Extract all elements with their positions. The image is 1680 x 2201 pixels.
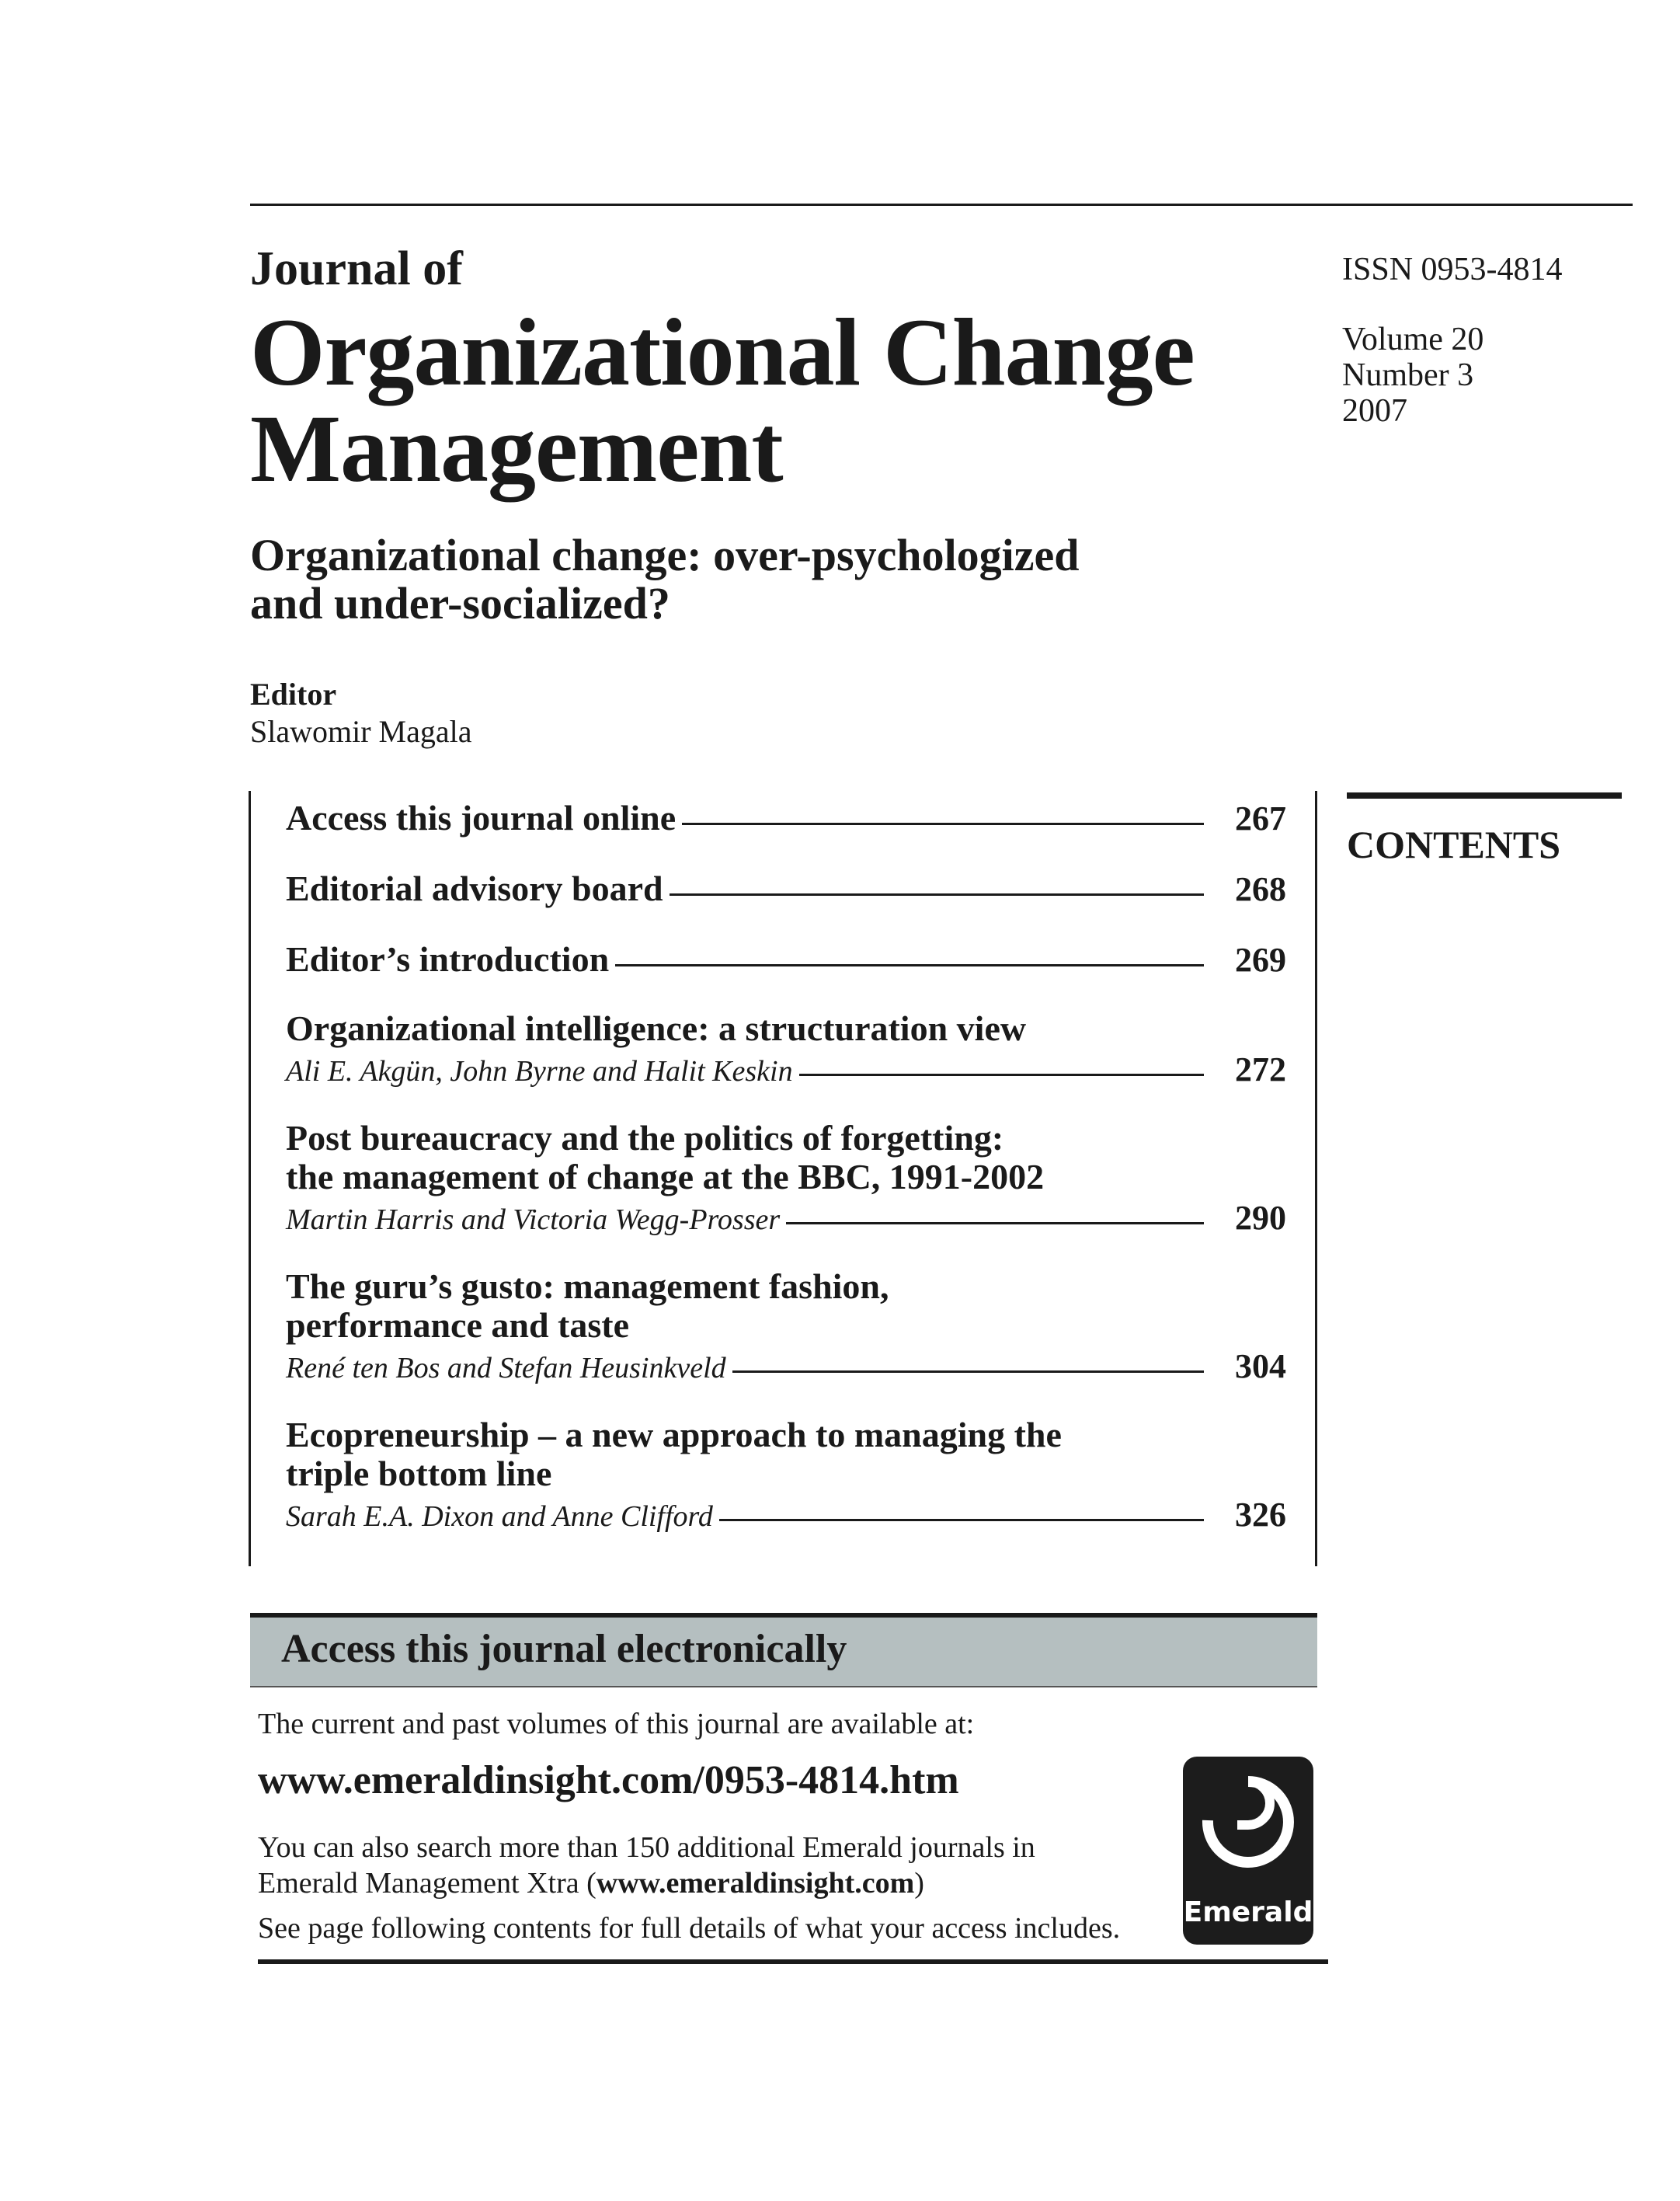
access-heading: Access this journal electronically (281, 1627, 847, 1671)
leader-line (682, 823, 1204, 825)
volume-info (1342, 322, 1483, 429)
toc-entry[interactable] (286, 868, 1286, 909)
toc-entry-page: 267 (1235, 799, 1286, 838)
emerald-logo-text: Emerald (1183, 1896, 1313, 1928)
year: 2007 (1342, 393, 1407, 429)
emerald-insight-link[interactable]: www.emeraldinsight.com (596, 1867, 915, 1900)
toc-entry-title-line2: the management of change at the BBC, 1991-2002 (286, 1157, 1045, 1196)
access-details-text: See page following contents for full details of what your access includes. (258, 1912, 1121, 1945)
top-rule (250, 204, 1633, 206)
toc-entry-title: Editorial advisory board (286, 869, 663, 908)
access-search-line2 (258, 1865, 1151, 1901)
access-bottom-rule (258, 1959, 1328, 1964)
editor-name: Slawomir Magala (250, 714, 472, 749)
volume: Volume 20 (1342, 322, 1484, 357)
toc-entry-title-line2: triple bottom line (286, 1454, 552, 1493)
access-search-suffix: ) (914, 1867, 924, 1900)
toc-entry[interactable] (286, 1267, 1286, 1386)
toc-entry-page: 304 (1235, 1347, 1286, 1385)
access-search-prefix: Emerald Management Xtra ( (258, 1867, 597, 1900)
leader-line (670, 893, 1204, 896)
journal-title-line1: Organizational Change (250, 299, 1195, 406)
issn: ISSN 0953-4814 (1342, 252, 1563, 287)
number: Number 3 (1342, 357, 1474, 393)
toc-right-rule (1315, 791, 1317, 1566)
toc-entry-title-line1: Ecopreneurship – a new approach to managing the (286, 1415, 1062, 1454)
editor-label: Editor (250, 677, 337, 712)
access-availability-text: The current and past volumes of this journal are available at: (258, 1708, 975, 1740)
toc-entry[interactable] (286, 1119, 1286, 1238)
toc-entry-title: Organizational intelligence: a structuration view (286, 1008, 1027, 1048)
toc-entry-page: 269 (1235, 941, 1286, 979)
leader-line (732, 1370, 1204, 1373)
toc-entry-page: 268 (1235, 870, 1286, 908)
leader-line (799, 1074, 1204, 1076)
journal-url-link[interactable]: www.emeraldinsight.com/0953-4814.htm (258, 1758, 959, 1802)
issue-title (250, 531, 1322, 628)
toc-entry-title: Editor’s introduction (286, 939, 610, 979)
access-search-line1: You can also search more than 150 additional Emerald journals in (258, 1831, 1035, 1864)
toc-entry-title-line1: Post bureaucracy and the politics of forgetting: (286, 1118, 1004, 1158)
toc-entry-title: Access this journal online (286, 798, 677, 838)
toc-entry-page: 290 (1235, 1199, 1286, 1237)
toc-entry[interactable] (286, 1009, 1286, 1089)
issue-title-line2: and under-socialized? (250, 578, 670, 629)
issue-title-line1: Organizational change: over-psychologized (250, 530, 1080, 580)
toc-entry[interactable] (286, 939, 1286, 980)
emerald-logo (1183, 1757, 1313, 1945)
toc-entry-authors: Martin Harris and Victoria Wegg-Prosser (286, 1203, 781, 1236)
journal-title (250, 299, 1195, 502)
toc-entry[interactable] (286, 797, 1286, 838)
journal-title-prefix: Journal of (250, 242, 463, 295)
toc-entry-page: 272 (1235, 1050, 1286, 1088)
contents-rule (1347, 792, 1622, 799)
access-search-text (258, 1830, 1151, 1901)
toc-entry-authors: Ali E. Akgün, John Byrne and Halit Keskin (286, 1055, 793, 1088)
leader-line (719, 1519, 1204, 1521)
toc-entry-page: 326 (1235, 1496, 1286, 1534)
leader-line (786, 1222, 1204, 1224)
toc-entry-authors: Sarah E.A. Dixon and Anne Clifford (286, 1500, 713, 1533)
journal-title-line2: Management (250, 395, 783, 502)
table-of-contents (286, 797, 1286, 1564)
toc-entry-title-line2: performance and taste (286, 1305, 630, 1345)
toc-left-rule (249, 791, 251, 1566)
contents-label: CONTENTS (1347, 823, 1561, 866)
emerald-logo-icon (1183, 1757, 1313, 1904)
toc-entry-title-line1: The guru’s gusto: management fashion, (286, 1266, 889, 1306)
toc-entry-authors: René ten Bos and Stefan Heusinkveld (286, 1352, 726, 1384)
leader-line (615, 964, 1204, 966)
toc-entry[interactable] (286, 1416, 1286, 1534)
